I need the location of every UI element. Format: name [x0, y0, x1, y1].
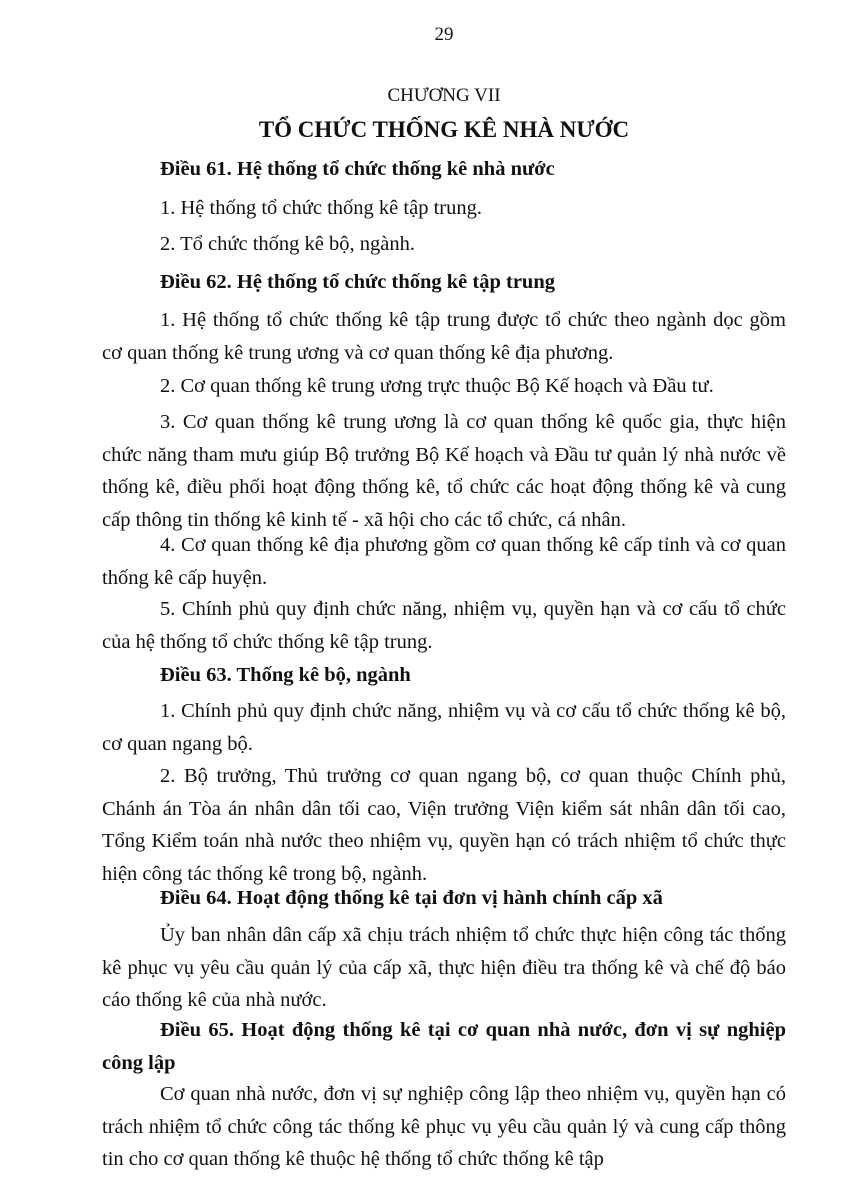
chapter-label: CHƯƠNG VII [387, 85, 501, 106]
article-62-paragraph-3: 3. Cơ quan thống kê trung ương là cơ quan thống kê quốc gia, thực hiện chức năng tham mưu giúp Bộ trưởng Bộ Kế hoạch và Đầu tư quản lý nhà nước về thống kê, điều phối hoạt động thống kê, tổ chức các hoạt động thống kê và cung cấp thông tin thống kê kinh tế - xã hội cho các tổ chức, cá nhân. [102, 411, 786, 531]
article-65-heading: Điều 65. Hoạt động thống kê tại cơ quan nhà nước, đơn vị sự nghiệp công lập [102, 1019, 786, 1074]
article-61-heading: Điều 61. Hệ thống tổ chức thống kê nhà nước [160, 158, 555, 180]
article-61-paragraph-2: 2. Tổ chức thống kê bộ, ngành. [160, 233, 415, 255]
article-65-paragraph-1: Cơ quan nhà nước, đơn vị sự nghiệp công lập theo nhiệm vụ, quyền hạn có trách nhiệm tổ chức công tác thống kê phục vụ yêu cầu quản lý và cung cấp thông tin cho cơ quan thống kê thuộc hệ thống tổ chức thống kê tập [102, 1083, 786, 1170]
article-62-paragraph-1: 1. Hệ thống tổ chức thống kê tập trung được tổ chức theo ngành dọc gồm cơ quan thống kê trung ương và cơ quan thống kê địa phương. [102, 309, 786, 364]
page-number: 29 [434, 24, 454, 45]
article-64-paragraph-1: Ủy ban nhân dân cấp xã chịu trách nhiệm tổ chức thực hiện công tác thống kê phục vụ yêu cầu quản lý của cấp xã, thực hiện điều tra thống kê và chế độ báo cáo thống kê của nhà nước. [102, 924, 786, 1011]
article-64-heading: Điều 64. Hoạt động thống kê tại đơn vị hành chính cấp xã [160, 887, 663, 909]
article-61-paragraph-1: 1. Hệ thống tổ chức thống kê tập trung. [160, 197, 482, 219]
chapter-title: TỔ CHỨC THỐNG KÊ NHÀ NƯỚC [258, 117, 630, 142]
article-62-paragraph-2: 2. Cơ quan thống kê trung ương trực thuộc Bộ Kế hoạch và Đầu tư. [160, 375, 714, 397]
article-62-paragraph-4: 4. Cơ quan thống kê địa phương gồm cơ quan thống kê cấp tỉnh và cơ quan thống kê cấp huyện. [102, 534, 786, 589]
article-62-paragraph-5: 5. Chính phủ quy định chức năng, nhiệm vụ, quyền hạn và cơ cấu tổ chức của hệ thống tổ chức thống kê tập trung. [102, 598, 786, 653]
article-62-heading: Điều 62. Hệ thống tổ chức thống kê tập trung [160, 271, 555, 293]
article-63-paragraph-1: 1. Chính phủ quy định chức năng, nhiệm vụ và cơ cấu tổ chức thống kê bộ, cơ quan ngang bộ. [102, 700, 786, 755]
article-63-heading: Điều 63. Thống kê bộ, ngành [160, 664, 411, 686]
article-63-paragraph-2: 2. Bộ trưởng, Thủ trưởng cơ quan ngang bộ, cơ quan thuộc Chính phủ, Chánh án Tòa án nhân dân tối cao, Viện trưởng Viện kiểm sát nhân dân tối cao, Tổng Kiểm toán nhà nước theo nhiệm vụ, quyền hạn có trách nhiệm tổ chức thực hiện công tác thống kê trong bộ, ngành. [102, 765, 786, 885]
document-page [102, 0, 786, 1200]
